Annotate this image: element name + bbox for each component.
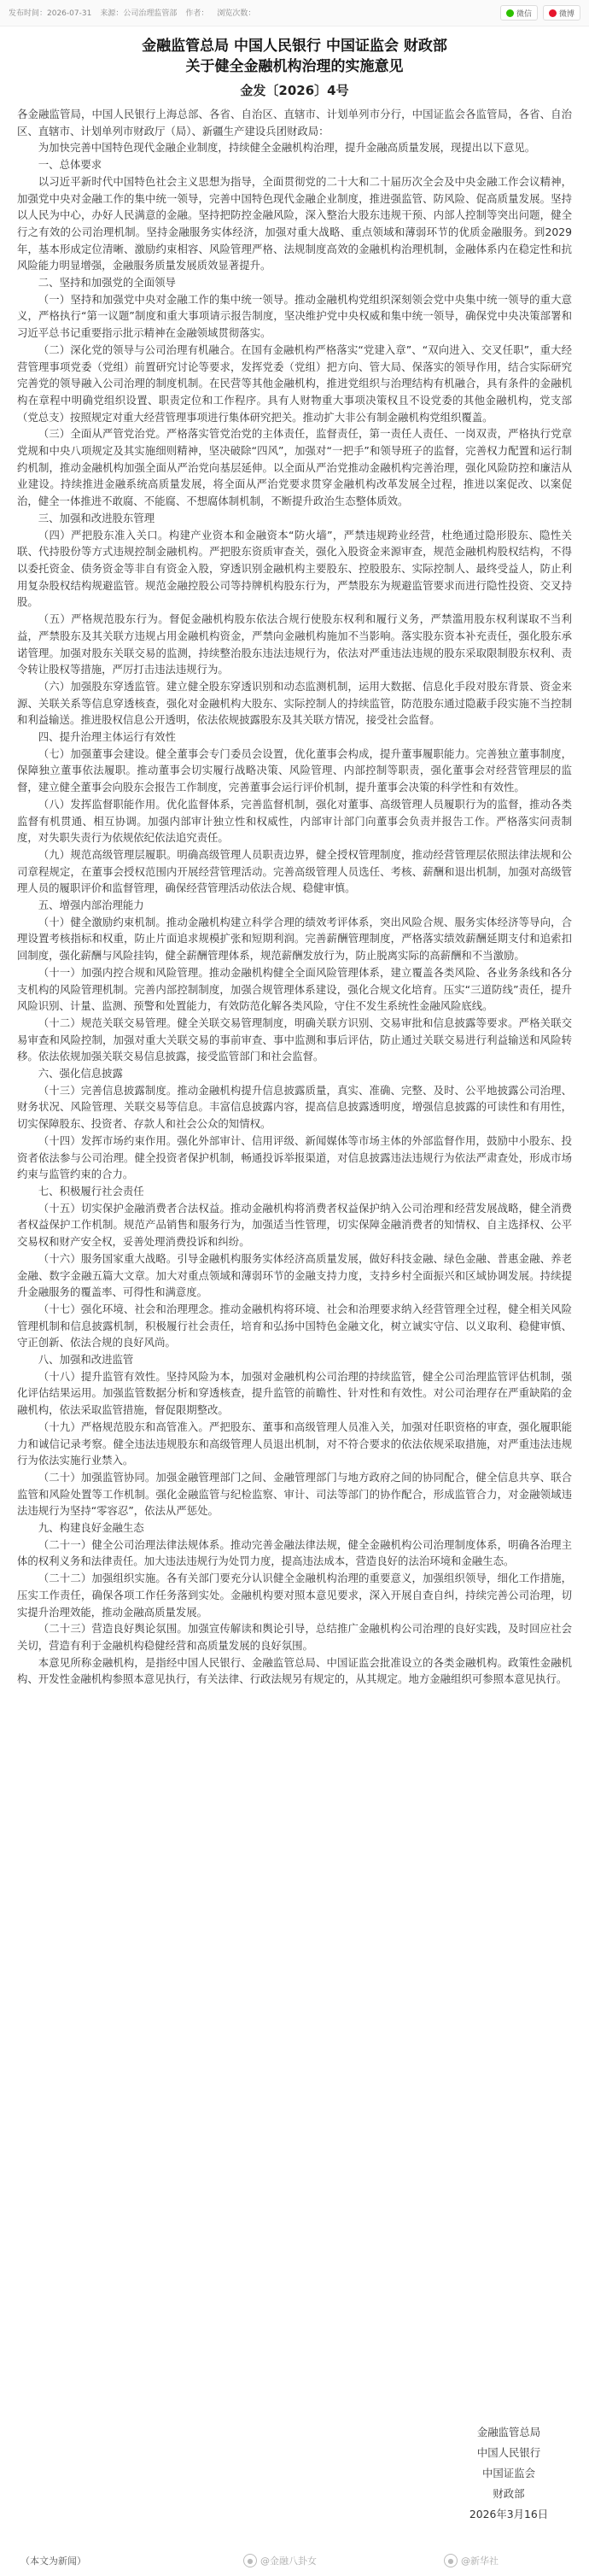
share-wechat-button[interactable] bbox=[500, 5, 538, 20]
paragraph: （二十一）健全公司治理法律法规体系。推动完善金融法律法规，健全金融机构公司治理制度体系，明确各治理主体的权利义务和法律责任。加大违法违规行为处罚力度，提高违法成本，营造良好的法治环境和金融生态。 bbox=[17, 1537, 572, 1568]
section-heading: 一、总体要求 bbox=[38, 158, 102, 172]
meta-source: 来源：公司治理监管部 bbox=[100, 9, 178, 18]
paragraph: （十三）完善信息披露制度。推动金融机构提升信息披露质量，真实、准确、完整、及时、公平地披露公司治理、财务状况、风险管理、关联交易等信息。丰富信息披露内容，提高信息披露透明度，增强信息披露的可读性和有用性，切实保障股东、投资者、存款人和社会公众的知情权。 bbox=[17, 1083, 572, 1131]
paragraph: （十四）发挥市场约束作用。强化外部审计、信用评级、新闻媒体等市场主体的外部监督作用，鼓励中小股东、投资者依法参与公司治理。健全投资者保护机制，畅通投诉举报渠道，对信息披露违法违规行为依法严肃查处，形成市场约束与监管约束的合力。 bbox=[17, 1133, 572, 1181]
article-meta bbox=[9, 7, 255, 18]
paragraph: （十一）加强内控合规和风险管理。推动金融机构健全全面风险管理体系，建立覆盖各类风险、各业务条线和各分支机构的风险管理机制。完善内部控制制度，加强合规管理体系建设，强化合规文化培育。压实“三道防线”责任，提升风险识别、计量、监测、预警和处置能力，有效防范化解各类风险，守住不发生系统性金融风险底线。 bbox=[17, 965, 572, 1013]
weibo-icon: ● bbox=[444, 2554, 458, 2567]
section-heading: 三、加强和改进股东管理 bbox=[38, 511, 155, 524]
share-weibo-button[interactable] bbox=[543, 5, 580, 20]
weibo-icon: ● bbox=[243, 2554, 257, 2567]
section-heading: 二、坚持和加强党的全面领导 bbox=[38, 276, 176, 290]
section-heading: 六、强化信息披露 bbox=[38, 1067, 123, 1080]
meta-publish-time: 发布时间：2026-07-31 bbox=[9, 9, 92, 18]
document-title-line-1: 金融监管总局 中国人民银行 中国证监会 财政部 bbox=[142, 38, 447, 55]
share-bar bbox=[500, 5, 580, 20]
section-heading: 八、加强和改进监管 bbox=[38, 1353, 134, 1367]
signature-line: 中国证监会 bbox=[482, 2467, 535, 2479]
paragraph: （十五）切实保护金融消费者合法权益。推动金融机构将消费者权益保护纳入公司治理和经营发展战略，健全消费者权益保护工作机制。规范产品销售和服务行为，加强适当性管理，切实保障金融消费者的知情权、自主选择权、公平交易权和财产安全权，妥善处理消费投诉和纠纷。 bbox=[17, 1201, 572, 1249]
paragraph: （七）加强董事会建设。健全董事会专门委员会设置，优化董事会构成，提升董事履职能力。完善独立董事制度，保障独立董事依法履职。推动董事会切实履行战略决策、风险管理、内部控制等职责，强化董事会对经营管理层的监督，建立健全董事会向股东会报告工作制度，完善董事会运行评价机制，提升董事会决策的科学性和有效性。 bbox=[17, 746, 572, 794]
paragraph: （六）加强股东穿透监管。建立健全股东穿透识别和动态监测机制，运用大数据、信息化手段对股东背景、资金来源、关联关系等信息穿透核查，强化对金融机构大股东、实际控制人的持续监管，防范股东通过隐蔽手段实施不当控制和利益输送。推进股权信息公开透明，依法依规披露股东及其关联方情况，接受社会监督。 bbox=[17, 679, 572, 727]
paragraph: （十八）提升监管有效性。坚持风险为本，加强对金融机构公司治理的持续监管，健全公司治理监管评估机制，强化评估结果运用。加强监管数据分析和穿透核查，提升监管的前瞻性、针对性和有效性。对公司治理存在严重缺陷的金融机构，依法采取监管措施，督促限期整改。 bbox=[17, 1369, 572, 1417]
signature-line: 金融监管总局 bbox=[476, 2426, 541, 2438]
watermark bbox=[444, 2554, 499, 2567]
watermark-label: @新华社 bbox=[461, 2556, 499, 2567]
document bbox=[17, 36, 572, 1688]
paragraph: （四）严把股东准入关口。构建产业资本和金融资本“防火墙”，严禁违规跨业经营，杜绝通过隐形股东、隐性关联、代持股份等方式违规控制金融机构。严把股东资质审查关，强化入股资金来源审查，规范金融机构股权结构，不得以委托资金、债务资金等非自有资金入股，穿透识别金融机构主要股东、控股股东、实际控制人、最终受益人，防止利用复杂股权结构规避监管。规范金融控股公司等持牌机构股东行为，严禁股东为规避监管要求而进行隐性投资、交叉持股。 bbox=[17, 528, 572, 609]
paragraph: 以习近平新时代中国特色社会主义思想为指导，全面贯彻党的二十大和二十届历次全会及中央金融工作会议精神，加强党中央对金融工作的集中统一领导，完善中国特色现代金融企业制度，推进强监管、防风险、促高质量发展。坚持以人民为中心，办好人民满意的金融。坚持把防控金融风险，深入整治大股东违规干预、内部人控制等突出问题，健全行之有效的公司治理机制。坚持金融服务实体经济，加强对重大战略、重点领域和薄弱环节的优质金融服务。到2029年，基本形成定位清晰、激励约束相容、风险管理严格、法规制度高效的金融机构治理机制，金融体系内在稳定性和抗风险能力明显增强，金融服务质量发展质效显著提升。 bbox=[17, 174, 572, 272]
paragraph: （十二）规范关联交易管理。健全关联交易管理制度，明确关联方识别、交易审批和信息披露等要求。严格关联交易审查和风险控制，加强对重大关联交易的事前审查、事中监测和事后评估，防止通过关联交易进行利益输送和风险转移。依法依规加强关联交易信息披露，接受监管部门和社会监督。 bbox=[17, 1016, 572, 1063]
footer bbox=[0, 2547, 589, 2576]
paragraph: （一）坚持和加强党中央对金融工作的集中统一领导。推动金融机构党组织深刻领会党中央集中统一领导的重大意义，严格执行“第一议题”制度和重大事项请示报告制度，坚决维护党中央权威和集中统一领导，确保党中央决策部署和习近平总书记重要指示批示精神在金融领域贯彻落实。 bbox=[17, 292, 572, 340]
paragraph: 各金融监管局，中国人民银行上海总部、各省、自治区、直辖市、计划单列市分行，中国证监会各监管局，各省、自治区、直辖市、计划单列市财政厅（局）、新疆生产建设兵团财政局： bbox=[17, 108, 572, 138]
meta-author: 作者： bbox=[185, 9, 209, 18]
wechat-icon bbox=[506, 9, 514, 17]
paragraph: （五）严格规范股东行为。督促金融机构股东依法合规行使股东权利和履行义务，严禁滥用股东权利谋取不当利益，严禁股东及其关联方违规占用金融机构资金，严禁向金融机构施加不当影响。落实股东资本补充责任，强化股东承诺管理。加强对股东关联交易的监测，持续整治股东违法违规行为，依法对严重违法违规的股东采取限制股东权利、责令转让股权等措施，严厉打击违法违规行为。 bbox=[17, 612, 572, 676]
paragraph: （十）健全激励约束机制。推动金融机构建立科学合理的绩效考评体系，突出风险合规、服务实体经济等导向，合理设置考核指标和权重，防止片面追求规模扩张和短期利润。完善薪酬管理制度，严格落实绩效薪酬延期支付和追索扣回制度，强化薪酬与风险挂钩，健全薪酬管理体系，规范薪酬发放行为，防止脱离实际的高薪酬和不当激励。 bbox=[17, 915, 572, 963]
section-heading: 四、提升治理主体运行有效性 bbox=[38, 730, 176, 744]
weibo-icon bbox=[549, 9, 557, 17]
paragraph: （十七）强化环境、社会和治理理念。推动金融机构将环境、社会和治理要求纳入经营管理全过程，健全相关风险管理机制和信息披露机制，积极履行社会责任，培育和弘扬中国特色金融文化，树立诚实守信、以义取利、稳健审慎、守正创新、依法合规的良好风尚。 bbox=[17, 1302, 572, 1349]
paragraph: 本意见所称金融机构，是指经中国人民银行、金融监管总局、中国证监会批准设立的各类金融机构。政策性金融机构、开发性金融机构参照本意见执行，有关法律、行政法规另有规定的，从其规定。地方金融组织可参照本意见执行。 bbox=[17, 1655, 572, 1686]
signature-line: 财政部 bbox=[493, 2487, 525, 2500]
top-bar bbox=[0, 0, 589, 26]
share-weibo-label: 微博 bbox=[558, 9, 574, 19]
meta-views: 浏览次数： bbox=[217, 9, 256, 18]
watermark bbox=[243, 2554, 317, 2567]
paragraph: （九）规范高级管理层履职。明确高级管理人员职责边界，健全授权管理制度，推动经营管理层依照法律法规和公司章程规定，在董事会授权范围内开展经营管理活动。完善高级管理人员选任、考核、薪酬和退出机制，加强对高级管理人员的履职评价和监督管理，确保经营管理活动依法合规、稳健审慎。 bbox=[17, 847, 572, 895]
paragraph: （八）发挥监督职能作用。优化监督体系，完善监督机制，强化对董事、高级管理人员履职行为的监督，推动各类监督有机贯通、相互协调。加强内部审计独立性和权威性，内部审计部门向董事会负责并报告工作。严格落实问责制度，对失职失责行为依规依纪依法追究责任。 bbox=[17, 797, 572, 845]
paragraph: （二）深化党的领导与公司治理有机融合。在国有金融机构严格落实“党建入章”、“双向进入、交叉任职”，重大经营管理事项党委（党组）前置研究讨论等要求，发挥党委（党组）把方向、管大局、保落实的领导作用，结合实际研究完善党的领导融入公司治理的制度机制。在民营等其他金融机构，推进党组织与治理结构有机融合，具有条件的金融机构在章程中明确党组织设置、职责定位和工作程序。具有人财物重大事项决策权且不设党委的其他金融机构，党支部（党总支）按照规定对重大经营管理事项进行集体研究把关。推动扩大非公有制金融机构党组织覆盖。 bbox=[17, 342, 572, 424]
document-body bbox=[17, 106, 572, 1688]
signature-date: 2026年3月16日 bbox=[469, 2508, 549, 2520]
paragraph: 为加快完善中国特色现代金融企业制度，持续健全金融机构治理，提升金融高质量发展，现提出以下意见。 bbox=[38, 141, 536, 155]
document-number: 金发〔2026〕4号 bbox=[240, 83, 349, 98]
document-title-line-2: 关于健全金融机构治理的实施意见 bbox=[185, 58, 404, 75]
paragraph: （十九）严格规范股东和高管准入。严把股东、董事和高级管理人员准入关，加强对任职资格的审查，强化履职能力和诚信记录考察。健全违法违规股东和高级管理人员退出机制，对不符合要求的依法依规采取措施，对严重违法违规行为依法实施行业禁入。 bbox=[17, 1420, 572, 1467]
paragraph: （二十三）营造良好舆论氛围。加强宣传解读和舆论引导，总结推广金融机构公司治理的良好实践，及时回应社会关切，营造有利于金融机构稳健经营和高质量发展的良好氛围。 bbox=[17, 1622, 572, 1652]
paragraph: （三）全面从严管党治党。严格落实管党治党的主体责任，监督责任，第一责任人责任、一岗双责，严格执行党章党规和中央八项规定及其实施细则精神，坚决破除“四风”，加强对“一把手”和领导班子的监督，完善权力配置和运行制约机制，推动金融机构加强全面从严治党向基层延伸。以全面从严治党推动金融机构完善治理，强化风险防控和廉洁从业建设。持续推进金融系统高质量发展，将全面从严治党要求贯穿金融机构改革发展全过程，推进以案促改、以案促治，健全一体推进不敢腐、不能腐、不想腐体制机制，不断提升政治生态整体质效。 bbox=[17, 427, 572, 508]
paragraph: （二十）加强监管协同。加强金融管理部门之间、金融管理部门与地方政府之间的协同配合，健全信息共享、联合监管和风险处置等工作机制。强化金融监管与纪检监察、审计、司法等部门的协作配合，形成监管合力，对金融领域违法违规行为坚持“零容忍”，依法从严惩处。 bbox=[17, 1470, 572, 1518]
source-note: （本文为新闻） bbox=[20, 2556, 86, 2567]
share-wechat-label: 微信 bbox=[516, 9, 532, 19]
section-heading: 七、积极履行社会责任 bbox=[38, 1185, 144, 1197]
watermark-label: @金融八卦女 bbox=[260, 2556, 317, 2567]
signature-block bbox=[449, 2422, 569, 2525]
section-heading: 九、构建良好金融生态 bbox=[38, 1521, 144, 1535]
paragraph: （二十二）加强组织实施。各有关部门要充分认识健全金融机构治理的重要意义，加强组织领导，细化工作措施，压实工作责任，确保各项工作任务落到实处。金融机构要对照本意见要求，深入开展自查自纠，持续完善公司治理，切实提升治理效能，推动金融高质量发展。 bbox=[17, 1572, 572, 1619]
section-heading: 五、增强内部治理能力 bbox=[38, 899, 144, 912]
signature-line: 中国人民银行 bbox=[476, 2446, 541, 2459]
paragraph: （十六）服务国家重大战略。引导金融机构服务实体经济高质量发展，做好科技金融、绿色金融、普惠金融、养老金融、数字金融五篇大文章。加大对重点领域和薄弱环节的金融支持力度，支持乡村全面振兴和区域协调发展。持续提升金融服务的覆盖率、可得性和满意度。 bbox=[17, 1251, 572, 1299]
